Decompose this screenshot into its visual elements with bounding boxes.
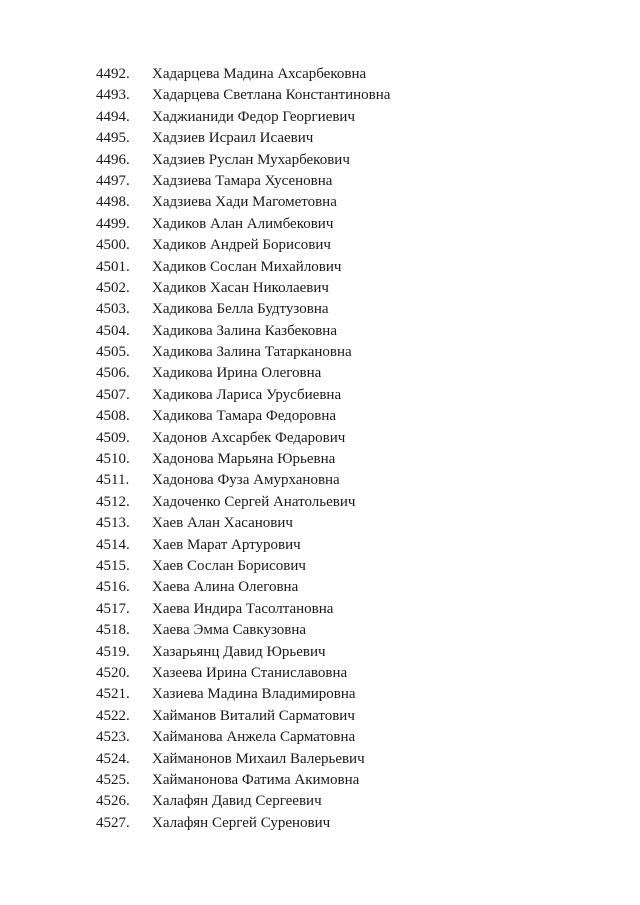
- list-item: [96, 278, 576, 299]
- list-item: [96, 363, 576, 384]
- entry-number: 4493.: [96, 87, 130, 104]
- entry-name: Халафян Сергей Суренович: [152, 814, 331, 831]
- list-item: [96, 128, 576, 149]
- entry-name: Хадонова Марьяна Юрьевна: [152, 451, 336, 468]
- entry-number: 4500.: [96, 237, 130, 254]
- entry-name: Хаев Алан Хасанович: [152, 515, 293, 532]
- list-item: [96, 770, 576, 791]
- entry-name: Халафян Давид Сергеевич: [152, 793, 322, 810]
- entry-number: 4525.: [96, 771, 130, 788]
- list-item: [96, 342, 576, 363]
- entry-name: Хадиков Сослан Михайлович: [152, 258, 342, 275]
- list-item: [96, 813, 576, 834]
- entry-number: 4523.: [96, 729, 130, 746]
- entry-name: Хадарцева Светлана Константиновна: [152, 87, 391, 104]
- entry-name: Хадикова Ирина Олеговна: [152, 365, 322, 382]
- entry-name: Хайманов Виталий Сарматович: [152, 707, 355, 724]
- list-item: [96, 599, 576, 620]
- entry-name: Хадзиева Хади Магометовна: [152, 194, 337, 211]
- entry-number: 4527.: [96, 814, 130, 831]
- entry-number: 4505.: [96, 344, 130, 361]
- list-item: [96, 663, 576, 684]
- entry-number: 4512.: [96, 493, 130, 510]
- entry-name: Хазиева Мадина Владимировна: [152, 686, 356, 703]
- entry-name: Хадикова Залина Татаркановна: [152, 344, 352, 361]
- entry-number: 4521.: [96, 686, 130, 703]
- entry-number: 4519.: [96, 643, 130, 660]
- entry-name: Хадикова Залина Казбековна: [152, 322, 337, 339]
- entry-name: Хазеева Ирина Станиславовна: [152, 664, 348, 681]
- entry-number: 4510.: [96, 451, 130, 468]
- entry-number: 4507.: [96, 386, 130, 403]
- list-item: [96, 620, 576, 641]
- entry-number: 4503.: [96, 301, 130, 318]
- entry-name: Хадоченко Сергей Анатольевич: [152, 493, 356, 510]
- list-item: [96, 214, 576, 235]
- entry-name: Хаева Алина Олеговна: [152, 579, 299, 596]
- list-item: [96, 492, 576, 513]
- list-item: [96, 321, 576, 342]
- entry-name: Хайманонова Фатима Акимовна: [152, 771, 360, 788]
- list-item: [96, 428, 576, 449]
- entry-number: 4517.: [96, 600, 130, 617]
- list-item: [96, 171, 576, 192]
- list-item: [96, 727, 576, 748]
- entry-name: Хадикова Тамара Федоровна: [152, 408, 337, 425]
- list-item: [96, 406, 576, 427]
- entry-number: 4497.: [96, 172, 130, 189]
- entry-number: 4492.: [96, 66, 130, 82]
- entry-name: Хадиков Алан Алимбекович: [152, 215, 334, 232]
- entry-name: Хаева Эмма Савкузовна: [152, 622, 307, 639]
- entry-number: 4495.: [96, 130, 130, 147]
- list-item: [96, 642, 576, 663]
- entry-name: Хаева Индира Тасолтановна: [152, 600, 334, 617]
- list-item: [96, 257, 576, 278]
- entry-number: 4511.: [96, 472, 130, 489]
- list-item: [96, 449, 576, 470]
- entry-number: 4501.: [96, 258, 130, 275]
- entry-number: 4508.: [96, 408, 130, 425]
- entry-name: Хаджианиди Федор Георгиевич: [152, 108, 356, 125]
- entry-name: Хадзиева Тамара Хусеновна: [152, 172, 333, 189]
- list-item: [96, 235, 576, 256]
- list-item: [96, 85, 576, 106]
- entry-name: Хайманова Анжела Сарматовна: [152, 729, 356, 746]
- entry-number: 4526.: [96, 793, 130, 810]
- list-item: [96, 470, 576, 491]
- list-item: [96, 706, 576, 727]
- entry-number: 4513.: [96, 515, 130, 532]
- entry-name: Хадикова Лариса Урусбиевна: [152, 386, 342, 403]
- entry-number: 4494.: [96, 108, 130, 125]
- entry-name: Хадонова Фуза Амурхановна: [152, 472, 340, 489]
- list-item: [96, 791, 576, 812]
- entry-name: Хаев Сослан Борисович: [152, 557, 306, 574]
- entry-number: 4520.: [96, 664, 130, 681]
- entry-name: Хадзиев Исраил Исаевич: [152, 130, 314, 147]
- list-item: [96, 107, 576, 128]
- entry-number: 4498.: [96, 194, 130, 211]
- entry-number: 4509.: [96, 429, 130, 446]
- list-item: [96, 513, 576, 534]
- entry-name: Хадонов Ахсарбек Федарович: [152, 429, 346, 446]
- entry-name: Хадарцева Мадина Ахсарбековна: [152, 66, 367, 82]
- entry-number: 4522.: [96, 707, 130, 724]
- list-item: [96, 577, 576, 598]
- list-item: [96, 192, 576, 213]
- list-item: [96, 385, 576, 406]
- name-list: [96, 64, 576, 834]
- entry-name: Хаев Марат Артурович: [152, 536, 301, 553]
- list-item: [96, 535, 576, 556]
- entry-number: 4515.: [96, 557, 130, 574]
- entry-number: 4496.: [96, 151, 130, 168]
- list-item: [96, 684, 576, 705]
- entry-number: 4504.: [96, 322, 130, 339]
- entry-name: Хадиков Андрей Борисович: [152, 237, 331, 254]
- entry-number: 4518.: [96, 622, 130, 639]
- entry-name: Хазарьянц Давид Юрьевич: [152, 643, 326, 660]
- entry-name: Хайманонов Михаил Валерьевич: [152, 750, 365, 767]
- list-item: [96, 299, 576, 320]
- entry-name: Хадзиев Руслан Мухарбекович: [152, 151, 350, 168]
- entry-number: 4514.: [96, 536, 130, 553]
- list-item: [96, 64, 576, 85]
- entry-name: Хадиков Хасан Николаевич: [152, 279, 329, 296]
- entry-number: 4516.: [96, 579, 130, 596]
- list-item: [96, 150, 576, 171]
- list-item: [96, 749, 576, 770]
- entry-number: 4499.: [96, 215, 130, 232]
- entry-number: 4524.: [96, 750, 130, 767]
- entry-number: 4502.: [96, 279, 130, 296]
- entry-number: 4506.: [96, 365, 130, 382]
- entry-name: Хадикова Белла Будтузовна: [152, 301, 329, 318]
- list-item: [96, 556, 576, 577]
